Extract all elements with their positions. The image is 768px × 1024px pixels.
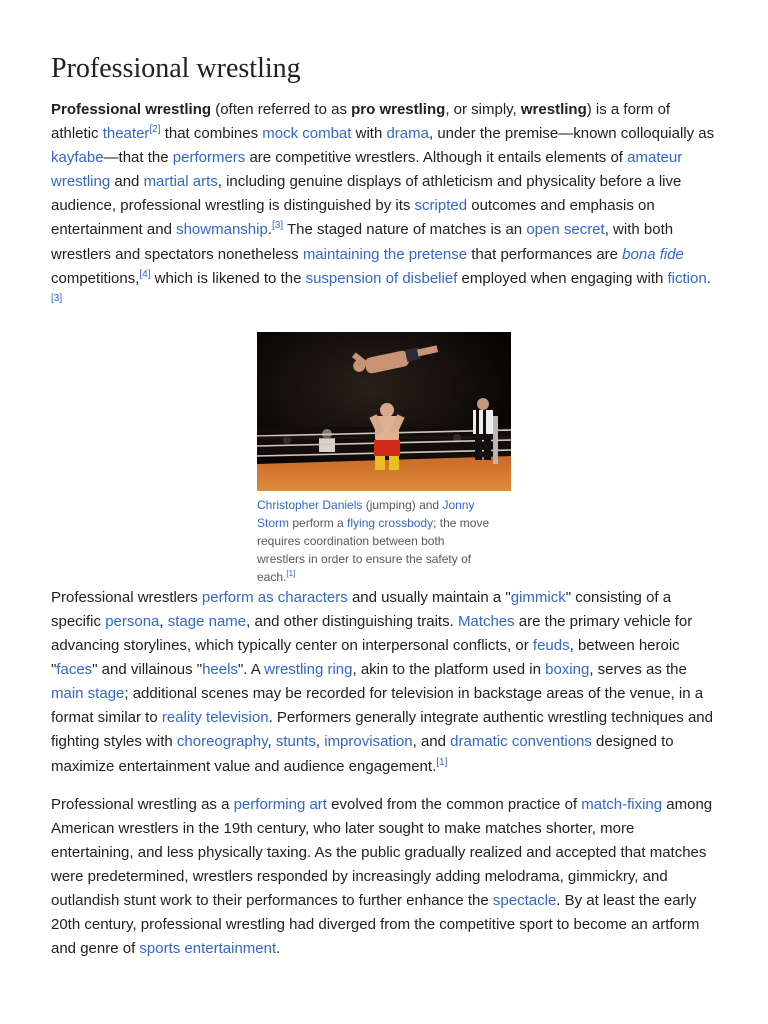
link-flying-crossbody[interactable]: flying crossbody: [347, 515, 434, 530]
text: .: [267, 221, 272, 239]
link-feuds[interactable]: feuds: [532, 637, 570, 655]
link-fiction[interactable]: fiction: [667, 269, 707, 287]
text: ; additional scenes may be recorded for television in backstage areas of the venue, in a format similar to: [51, 685, 704, 727]
text: , akin to the platform used in: [352, 661, 546, 679]
link-jonny-storm[interactable]: Jonny Storm: [257, 497, 475, 530]
link-suspension-of-disbelief[interactable]: suspension of disbelief: [305, 269, 458, 287]
text: ". A: [237, 661, 265, 679]
text: and: [110, 173, 144, 191]
figure-caption: [257, 496, 493, 586]
link-spectacle[interactable]: spectacle: [492, 891, 557, 909]
link-boxing[interactable]: boxing: [545, 661, 590, 679]
citation-link[interactable]: [2]: [149, 124, 161, 136]
link-improvisation[interactable]: improvisation: [324, 733, 413, 751]
text: employed when engaging with: [457, 269, 668, 287]
history-paragraph: [51, 793, 717, 962]
link-open-secret[interactable]: open secret: [526, 221, 605, 239]
link-main-stage[interactable]: main stage: [51, 685, 125, 703]
text: with: [351, 125, 387, 143]
link-match-fixing[interactable]: match-fixing: [581, 795, 663, 813]
citation-link[interactable]: [4]: [139, 268, 151, 280]
citation-link[interactable]: [1]: [286, 568, 296, 578]
text: , including genuine displays of athleticism and physicality before a live audience, professional wrestling is distinguished by its: [51, 173, 682, 215]
link-mock-combat[interactable]: mock combat: [262, 125, 352, 143]
text: are the primary vehicle for advancing storylines, which typically center on interpersonal conflicts, or: [51, 612, 693, 655]
text: , and: [412, 733, 451, 751]
text: evolved from the common practice of: [326, 795, 582, 813]
text: designed to maximize entertainment value and audience engagement.: [51, 733, 674, 775]
text: which is likened to the: [150, 269, 306, 287]
figure: [51, 332, 717, 584]
bold-term: Professional wrestling: [51, 101, 212, 118]
text: that performances are: [467, 245, 623, 263]
text: ,: [159, 612, 168, 630]
text: that combines: [160, 125, 263, 143]
link-perform-as-characters[interactable]: perform as characters: [201, 588, 348, 606]
text: Professional wrestlers: [51, 588, 202, 606]
text: Professional wrestling as a: [51, 795, 234, 813]
text: competitions,: [51, 269, 140, 287]
text: ,: [267, 733, 276, 751]
text: " consisting of a specific: [51, 588, 672, 630]
text: , or simply,: [445, 101, 521, 118]
citation-link[interactable]: [3]: [271, 220, 284, 232]
link-performers[interactable]: performers: [172, 149, 246, 167]
link-stage-name[interactable]: stage name: [167, 612, 247, 630]
text: The staged nature of matches is an: [283, 221, 527, 239]
text: ,: [315, 733, 325, 751]
text: outcomes and emphasis on entertainment and: [51, 197, 655, 239]
bold-term: pro wrestling: [351, 101, 446, 118]
link-gimmick[interactable]: gimmick: [510, 588, 566, 606]
link-heels[interactable]: heels: [202, 661, 238, 679]
link-kayfabe[interactable]: kayfabe: [51, 149, 104, 167]
link-amateur-wrestling[interactable]: amateur wrestling: [51, 149, 683, 191]
link-reality-television[interactable]: reality television: [161, 709, 269, 727]
text: , serves as the: [589, 661, 687, 679]
link-sports-entertainment[interactable]: sports entertainment: [139, 940, 277, 958]
text: , and other distinguishing traits.: [246, 612, 458, 630]
text: are competitive wrestlers. Although it entails elements of: [245, 149, 628, 167]
text: , between heroic ": [51, 637, 680, 679]
text: ) is a form of athletic: [51, 101, 671, 143]
text: , with both wrestlers and spectators nonetheless: [51, 221, 674, 263]
link-dramatic-conventions[interactable]: dramatic conventions: [450, 733, 592, 751]
citation-link[interactable]: [3]: [51, 292, 63, 304]
wrestling-photo[interactable]: [257, 332, 511, 491]
text: ; the move requires coordination between both wrestlers in order to ensure the safety of each.: [257, 515, 490, 584]
link-martial-arts[interactable]: martial arts: [143, 173, 218, 191]
link-showmanship[interactable]: showmanship: [176, 221, 268, 239]
text: perform a: [289, 515, 348, 530]
bold-term: wrestling: [520, 101, 587, 118]
text: . Performers generally integrate authentic wrestling techniques and fighting styles with: [51, 709, 713, 751]
link-wrestling-ring[interactable]: wrestling ring: [264, 661, 353, 679]
link-matches[interactable]: Matches: [457, 612, 515, 630]
text: —that the: [103, 149, 173, 167]
link-drama[interactable]: drama: [386, 125, 429, 143]
figure-box: [257, 332, 511, 586]
link-persona[interactable]: persona: [105, 612, 160, 630]
link-christopher-daniels[interactable]: Christopher Daniels: [257, 497, 363, 512]
intro-paragraph: [51, 98, 717, 315]
text: (jumping) and: [362, 497, 443, 512]
text: and usually maintain a ": [347, 588, 511, 606]
link-choreography[interactable]: choreography: [176, 733, 268, 751]
text: (often referred to as: [211, 101, 352, 118]
link-theater[interactable]: theater: [102, 125, 150, 143]
link-performing-art[interactable]: performing art: [233, 795, 327, 813]
link-scripted[interactable]: scripted: [414, 197, 468, 215]
text: .: [276, 940, 281, 958]
link-stunts[interactable]: stunts: [275, 733, 316, 751]
text: , under the premise—known colloquially as: [429, 125, 715, 143]
text: . By at least the early 20th century, professional wrestling had diverged from the competitive sport to become an artform and genre of: [51, 891, 700, 958]
link-maintaining-pretense[interactable]: maintaining the pretense: [302, 245, 468, 263]
text: among American wrestlers in the 19th century, who later sought to make matches shorter, more entertaining, and less physically taxing. As the public gradually realized and accepted that matches were predetermined, wrestlers responded by increasingly adding melodrama, gimmickry, and outlandish stunt work to their performances to further enhance the: [51, 795, 713, 909]
page-title: Professional wrestling: [51, 53, 301, 84]
text: " and villainous ": [92, 661, 203, 679]
citation-link[interactable]: [1]: [436, 756, 448, 768]
link-faces[interactable]: faces: [56, 661, 93, 679]
link-bona-fide[interactable]: bona fide: [622, 245, 684, 263]
characters-paragraph: [51, 586, 717, 779]
text: .: [706, 269, 711, 287]
